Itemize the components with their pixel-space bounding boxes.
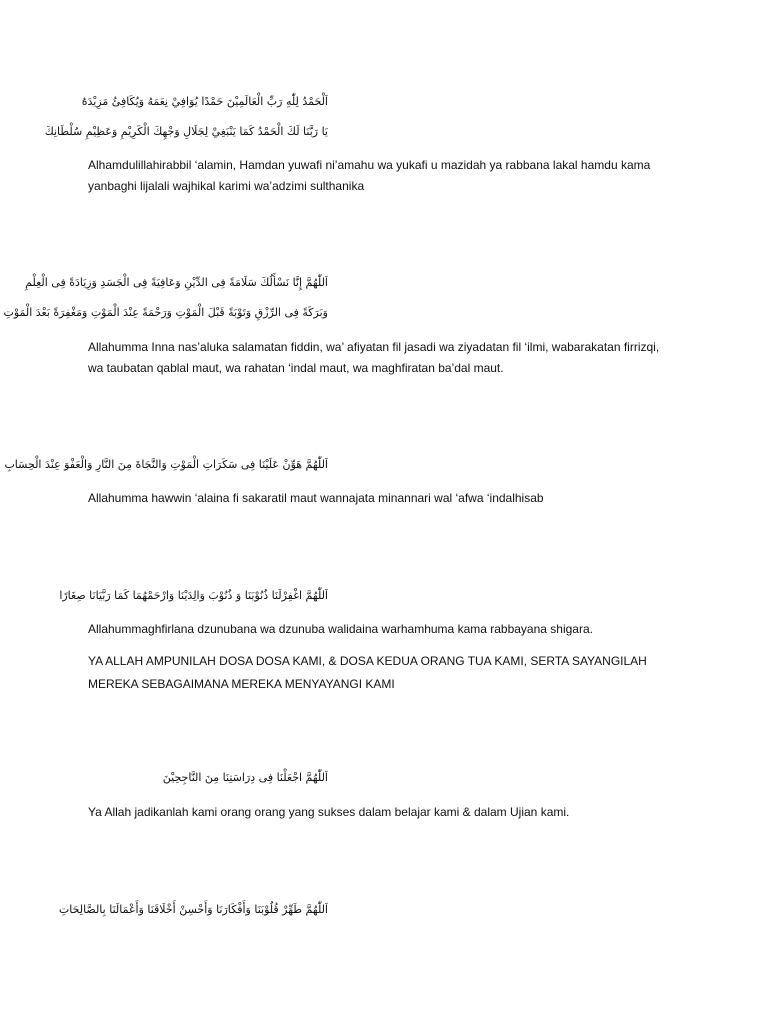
arabic-text-line: اَلْحَمْدُ لِلّٰهِ رَبِّ الْعَالَمِيْنَ حَمْدًا يُوَافِيْ نِعَمَهُ وَيُكَافِئُ مَزِيْدَهُ: [81, 95, 328, 108]
transliteration-paragraph: Allahummaghfirlana dzunubana wa dzunuba walidaina warhamhuma kama rabbayana shigara.: [88, 622, 593, 636]
arabic-text-line: اَللّٰهُمَّ طَهِّرْ قُلُوْبَنَا وَأَفْكَارَنَا وَأَحْسِنْ أَخْلَاقَنَا وَأَعْمَالَنَا بِالصَّالِحَاتِ: [58, 903, 328, 916]
arabic-text-line: اَللّٰهُمَّ إِنَّا نَسْأَلُكَ سَلَامَةً فِى الدِّيْنِ وَعَافِيَةً فِى الْجَسَدِ وَزِيَادَةً فِى الْعِلْمِ: [25, 276, 328, 289]
translation-caps-paragraph: YA ALLAH AMPUNILAH DOSA DOSA KAMI, & DOSA KEDUA ORANG TUA KAMI, SERTA SAYANGILAH MEREKA SEBAGAIMANA MEREKA MENYAYANGI KAMI: [88, 654, 647, 691]
arabic-text-line: وَبَرَكَةً فِى الرِّزْقِ وَتَوْبَةً قَبْلَ الْمَوْتِ وَرَحْمَةً عِنْدَ الْمَوْتِ وَمَغْفِرَةً بَعْدَ الْمَوْتِ: [3, 306, 328, 319]
arabic-text-line: يَا رَبَّنَا لَكَ الْحَمْدُ كَمَا يَنْبَغِيْ لِجَلَالِ وَجْهِكَ الْكَرِيْمِ وَعَظِيْمِ سُلْطَانِكَ: [44, 125, 328, 138]
arabic-text-line: اَللّٰهُمَّ هَوِّنْ عَلَيْنَا فِى سَكَرَاتِ الْمَوْتِ وَالنَّجَاةَ مِنَ النَّارِ وَالْعَفْوَ عِنْدَ الْحِسَابِ: [4, 458, 328, 471]
arabic-text-line: اَللّٰهُمَّ اجْعَلْنَا فِى دِرَاسَتِنَا مِنَ النَّاجِحِيْنَ: [162, 771, 328, 784]
transliteration-paragraph: Allahumma Inna nas’aluka salamatan fiddin, wa’ afiyatan fil jasadi wa ziyadatan fil ‘ilmi, wabarakatan firrizqi, wa taubatan qablal maut, wa rahatan ‘indal maut, wa maghfiratan ba’dal maut.: [88, 340, 660, 375]
arabic-text-line: اَللّٰهُمَّ اغْفِرْلَنَا ذُنُوْبَنَا وَ ذُنُوْبَ وَالِدَيْنَا وَارْحَمْهُمَا كَمَا رَبَّيَانَا صِغَارًا: [59, 589, 328, 602]
transliteration-paragraph: Alhamdulillahirabbil ‘alamin, Hamdan yuwafi ni’amahu wa yukafi u mazidah ya rabbana lakal hamdu kama yanbaghi lijalali wajhikal karimi wa’adzimi sulthanika: [88, 158, 651, 193]
transliteration-paragraph: Allahumma hawwin ‘alaina fi sakaratil maut wannajata minannari wal ‘afwa ‘indalhisab: [88, 491, 544, 505]
translation-paragraph: Ya Allah jadikanlah kami orang orang yang sukses dalam belajar kami & dalam Ujian kami.: [88, 805, 570, 819]
